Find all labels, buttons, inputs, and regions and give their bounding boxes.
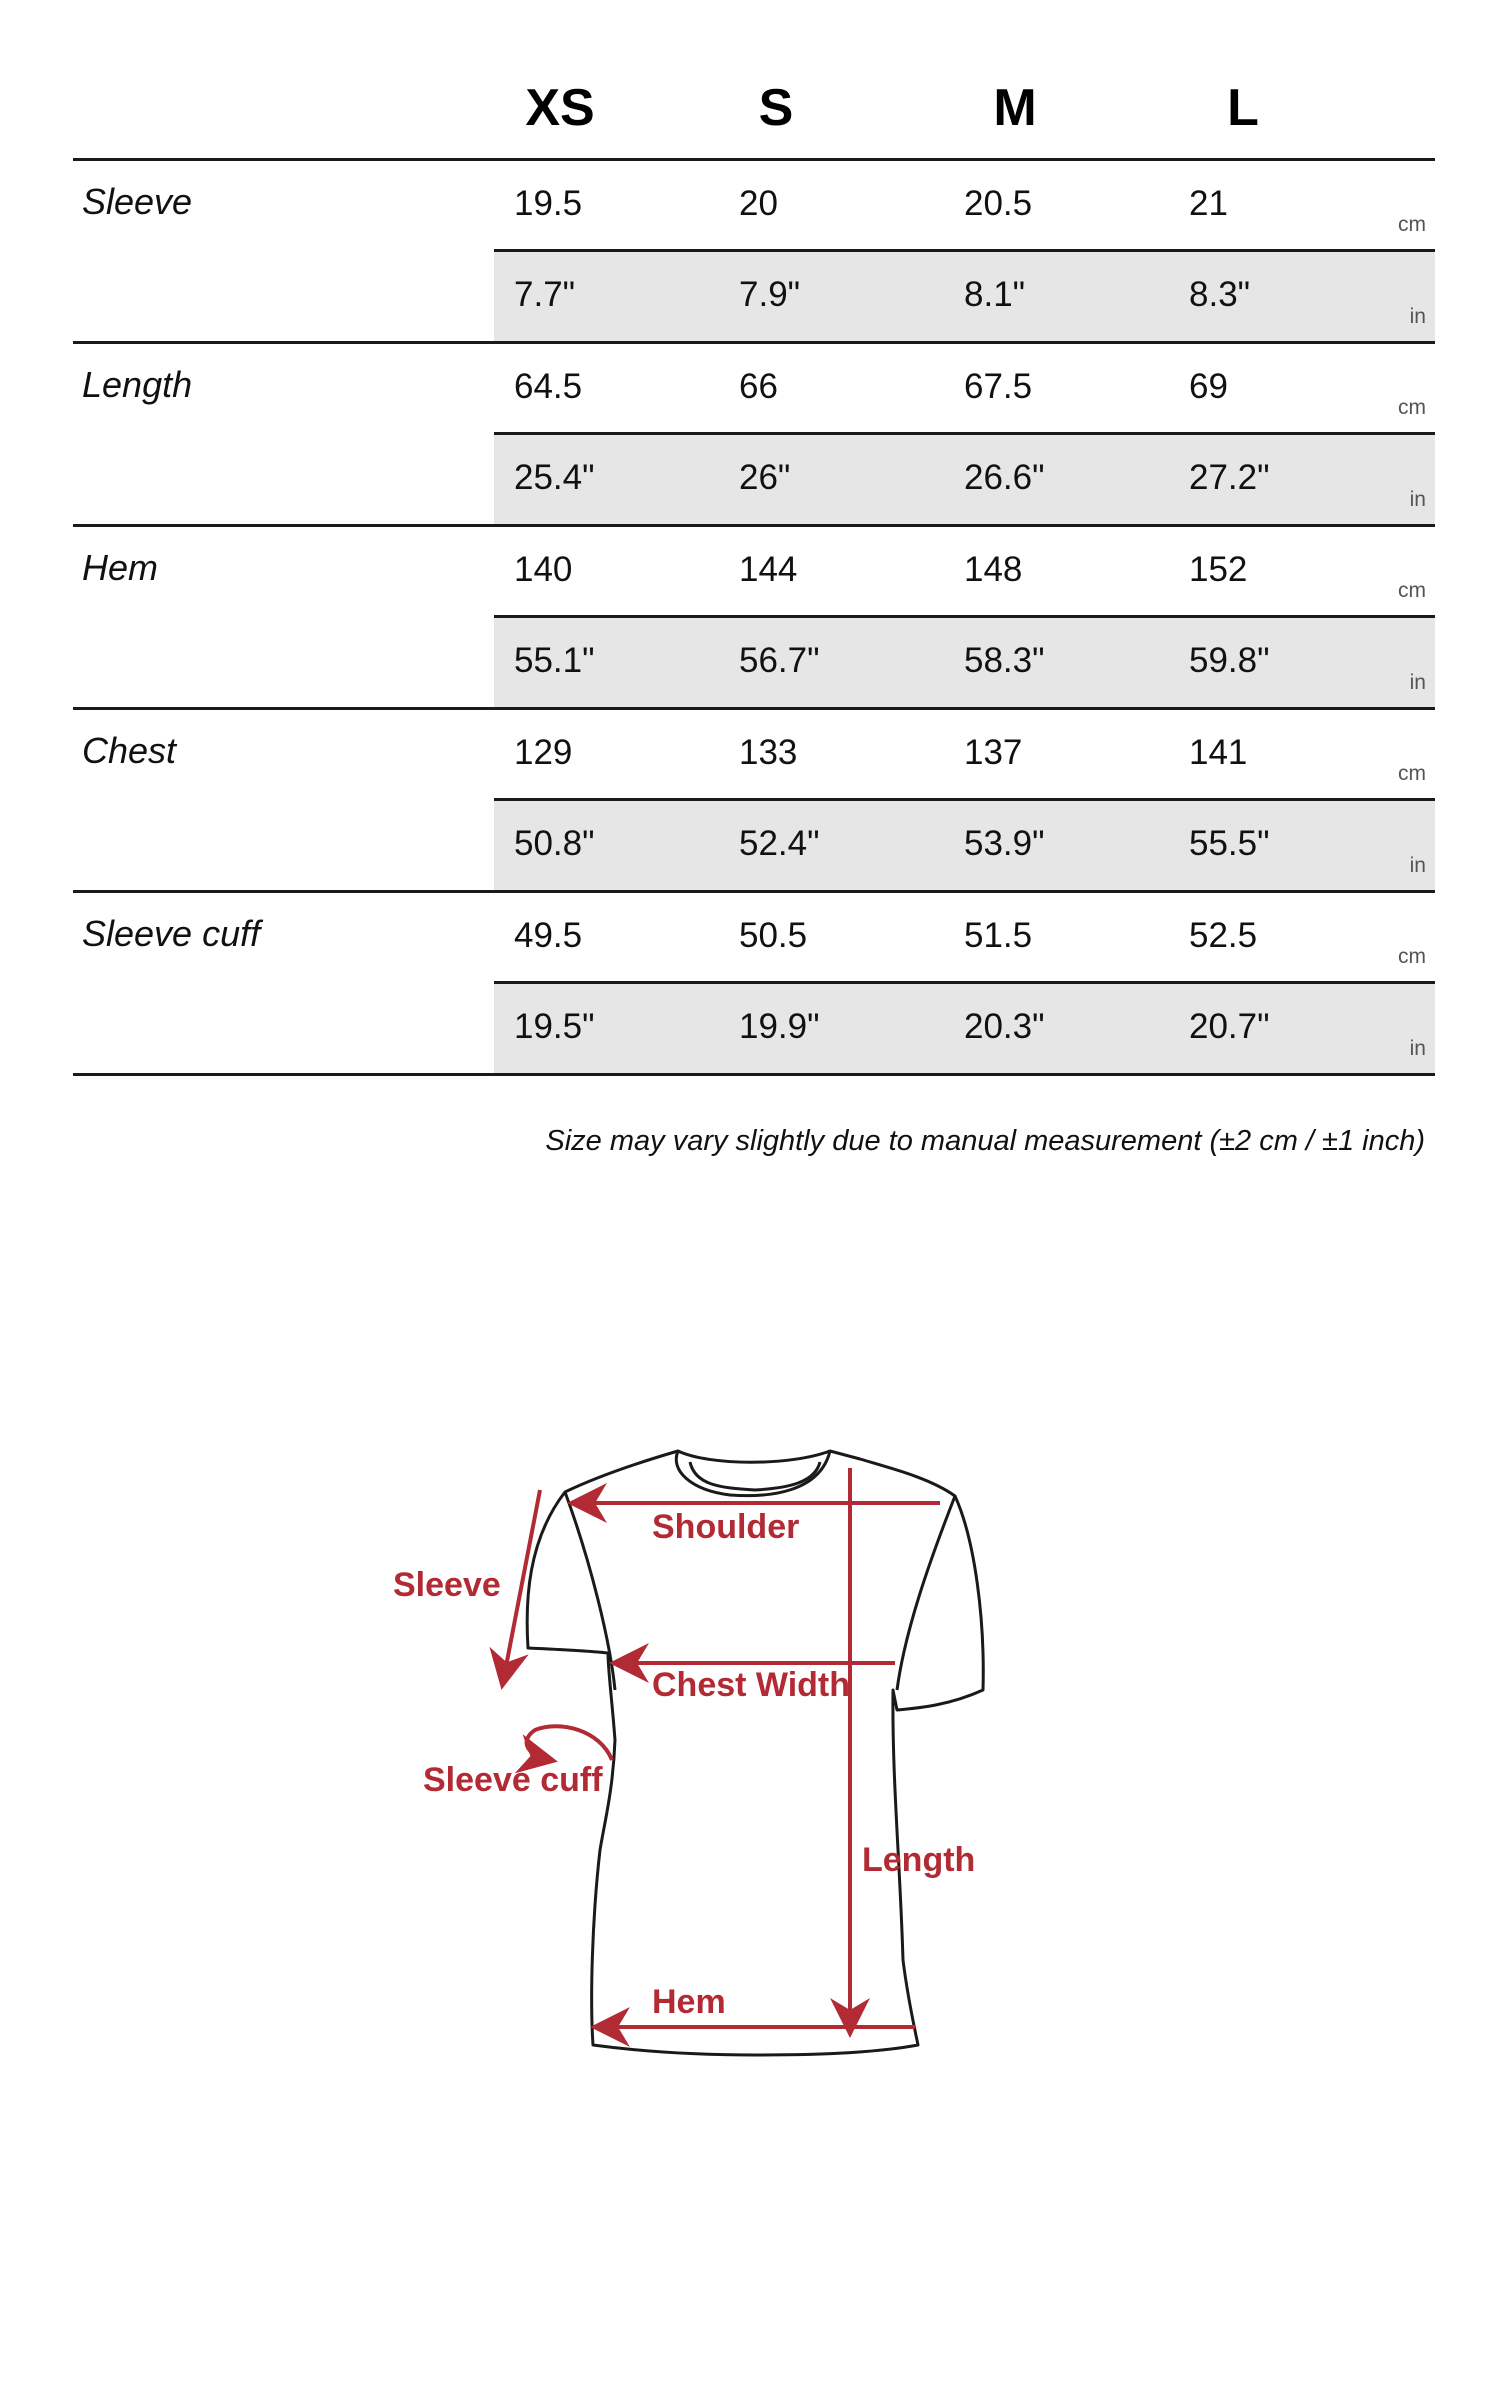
cm-value: 137: [964, 733, 1023, 772]
measurement-group-sleeve: [73, 161, 1435, 344]
inch-value: 26": [739, 458, 791, 497]
inch-value: 50.8": [514, 824, 595, 863]
inch-value: 55.5": [1189, 824, 1270, 863]
cm-value: 50.5: [739, 916, 808, 955]
measurement-label: Hem: [82, 547, 159, 588]
cm-row: [494, 527, 1435, 618]
cm-row: [494, 893, 1435, 984]
unit-cm: cm: [1398, 213, 1426, 236]
sleeve-cuff-label: Sleeve cuff: [423, 1761, 603, 1799]
measurement-note: Size may vary slightly due to manual measurement (±2 cm / ±1 inch): [545, 1125, 1425, 1157]
cm-value: 66: [739, 367, 778, 406]
measurement-label: Length: [82, 364, 193, 405]
measurement-label: Sleeve cuff: [82, 913, 261, 954]
cm-value: 144: [739, 550, 798, 589]
inch-row: [494, 984, 1435, 1073]
cm-value: 148: [964, 550, 1023, 589]
size-table: [73, 60, 1435, 1157]
cm-row: [494, 344, 1435, 435]
measurement-group-hem: [73, 527, 1435, 710]
unit-in: in: [1409, 1037, 1426, 1060]
size-header-m: M: [993, 79, 1037, 137]
size-header-row: [73, 60, 1435, 161]
length-label: Length: [862, 1841, 976, 1879]
cm-value: 129: [514, 733, 573, 772]
chest-width-label: Chest Width: [652, 1666, 851, 1704]
unit-in: in: [1409, 488, 1426, 511]
cm-value: 64.5: [514, 367, 583, 406]
measurement-group-chest: [73, 710, 1435, 893]
cm-value: 19.5: [514, 184, 583, 223]
cm-value: 20: [739, 184, 778, 223]
inch-value: 8.1": [964, 275, 1026, 314]
sleeve-cuff-arrow: [527, 1726, 612, 1760]
measurement-label: Chest: [82, 730, 177, 771]
cm-value: 67.5: [964, 367, 1033, 406]
measurement-label: Sleeve: [82, 181, 193, 222]
size-header-s: S: [758, 79, 794, 137]
inch-value: 56.7": [739, 641, 820, 680]
cm-value: 141: [1189, 733, 1248, 772]
unit-cm: cm: [1398, 762, 1426, 785]
inch-value: 25.4": [514, 458, 595, 497]
inch-value: 59.8": [1189, 641, 1270, 680]
cm-value: 21: [1189, 184, 1228, 223]
inch-value: 7.7": [514, 275, 576, 314]
inch-row: [494, 801, 1435, 890]
cm-value: 20.5: [964, 184, 1033, 223]
cm-row: [494, 710, 1435, 801]
unit-cm: cm: [1398, 579, 1426, 602]
tshirt-measurement-diagram: [0, 1400, 1500, 2100]
sleeve-label: Sleeve: [393, 1566, 501, 1604]
inch-value: 19.9": [739, 1007, 820, 1046]
measurement-group-sleeve-cuff: [73, 893, 1435, 1076]
shoulder-label: Shoulder: [652, 1508, 800, 1546]
size-header-xs: XS: [525, 79, 595, 137]
inch-row: [494, 435, 1435, 524]
inch-value: 7.9": [739, 275, 801, 314]
cm-value: 69: [1189, 367, 1228, 406]
inch-value: 26.6": [964, 458, 1045, 497]
cm-value: 52.5: [1189, 916, 1258, 955]
cm-value: 49.5: [514, 916, 583, 955]
inch-value: 19.5": [514, 1007, 595, 1046]
inch-value: 20.7": [1189, 1007, 1270, 1046]
unit-cm: cm: [1398, 945, 1426, 968]
unit-cm: cm: [1398, 396, 1426, 419]
unit-in: in: [1409, 854, 1426, 877]
inch-value: 20.3": [964, 1007, 1045, 1046]
cm-row: [494, 161, 1435, 252]
cm-value: 140: [514, 550, 573, 589]
cm-value: 152: [1189, 550, 1248, 589]
measurement-group-length: [73, 344, 1435, 527]
inch-value: 58.3": [964, 641, 1045, 680]
inch-value: 52.4": [739, 824, 820, 863]
inch-row: [494, 252, 1435, 341]
cm-value: 133: [739, 733, 798, 772]
cm-value: 51.5: [964, 916, 1033, 955]
size-header-l: L: [1227, 79, 1259, 137]
unit-in: in: [1409, 671, 1426, 694]
inch-row: [494, 618, 1435, 707]
inch-value: 55.1": [514, 641, 595, 680]
inch-value: 27.2": [1189, 458, 1270, 497]
hem-label: Hem: [652, 1983, 726, 2021]
tshirt-diagram-svg: [0, 1400, 1500, 2100]
inch-value: 8.3": [1189, 275, 1251, 314]
unit-in: in: [1409, 305, 1426, 328]
inch-value: 53.9": [964, 824, 1045, 863]
